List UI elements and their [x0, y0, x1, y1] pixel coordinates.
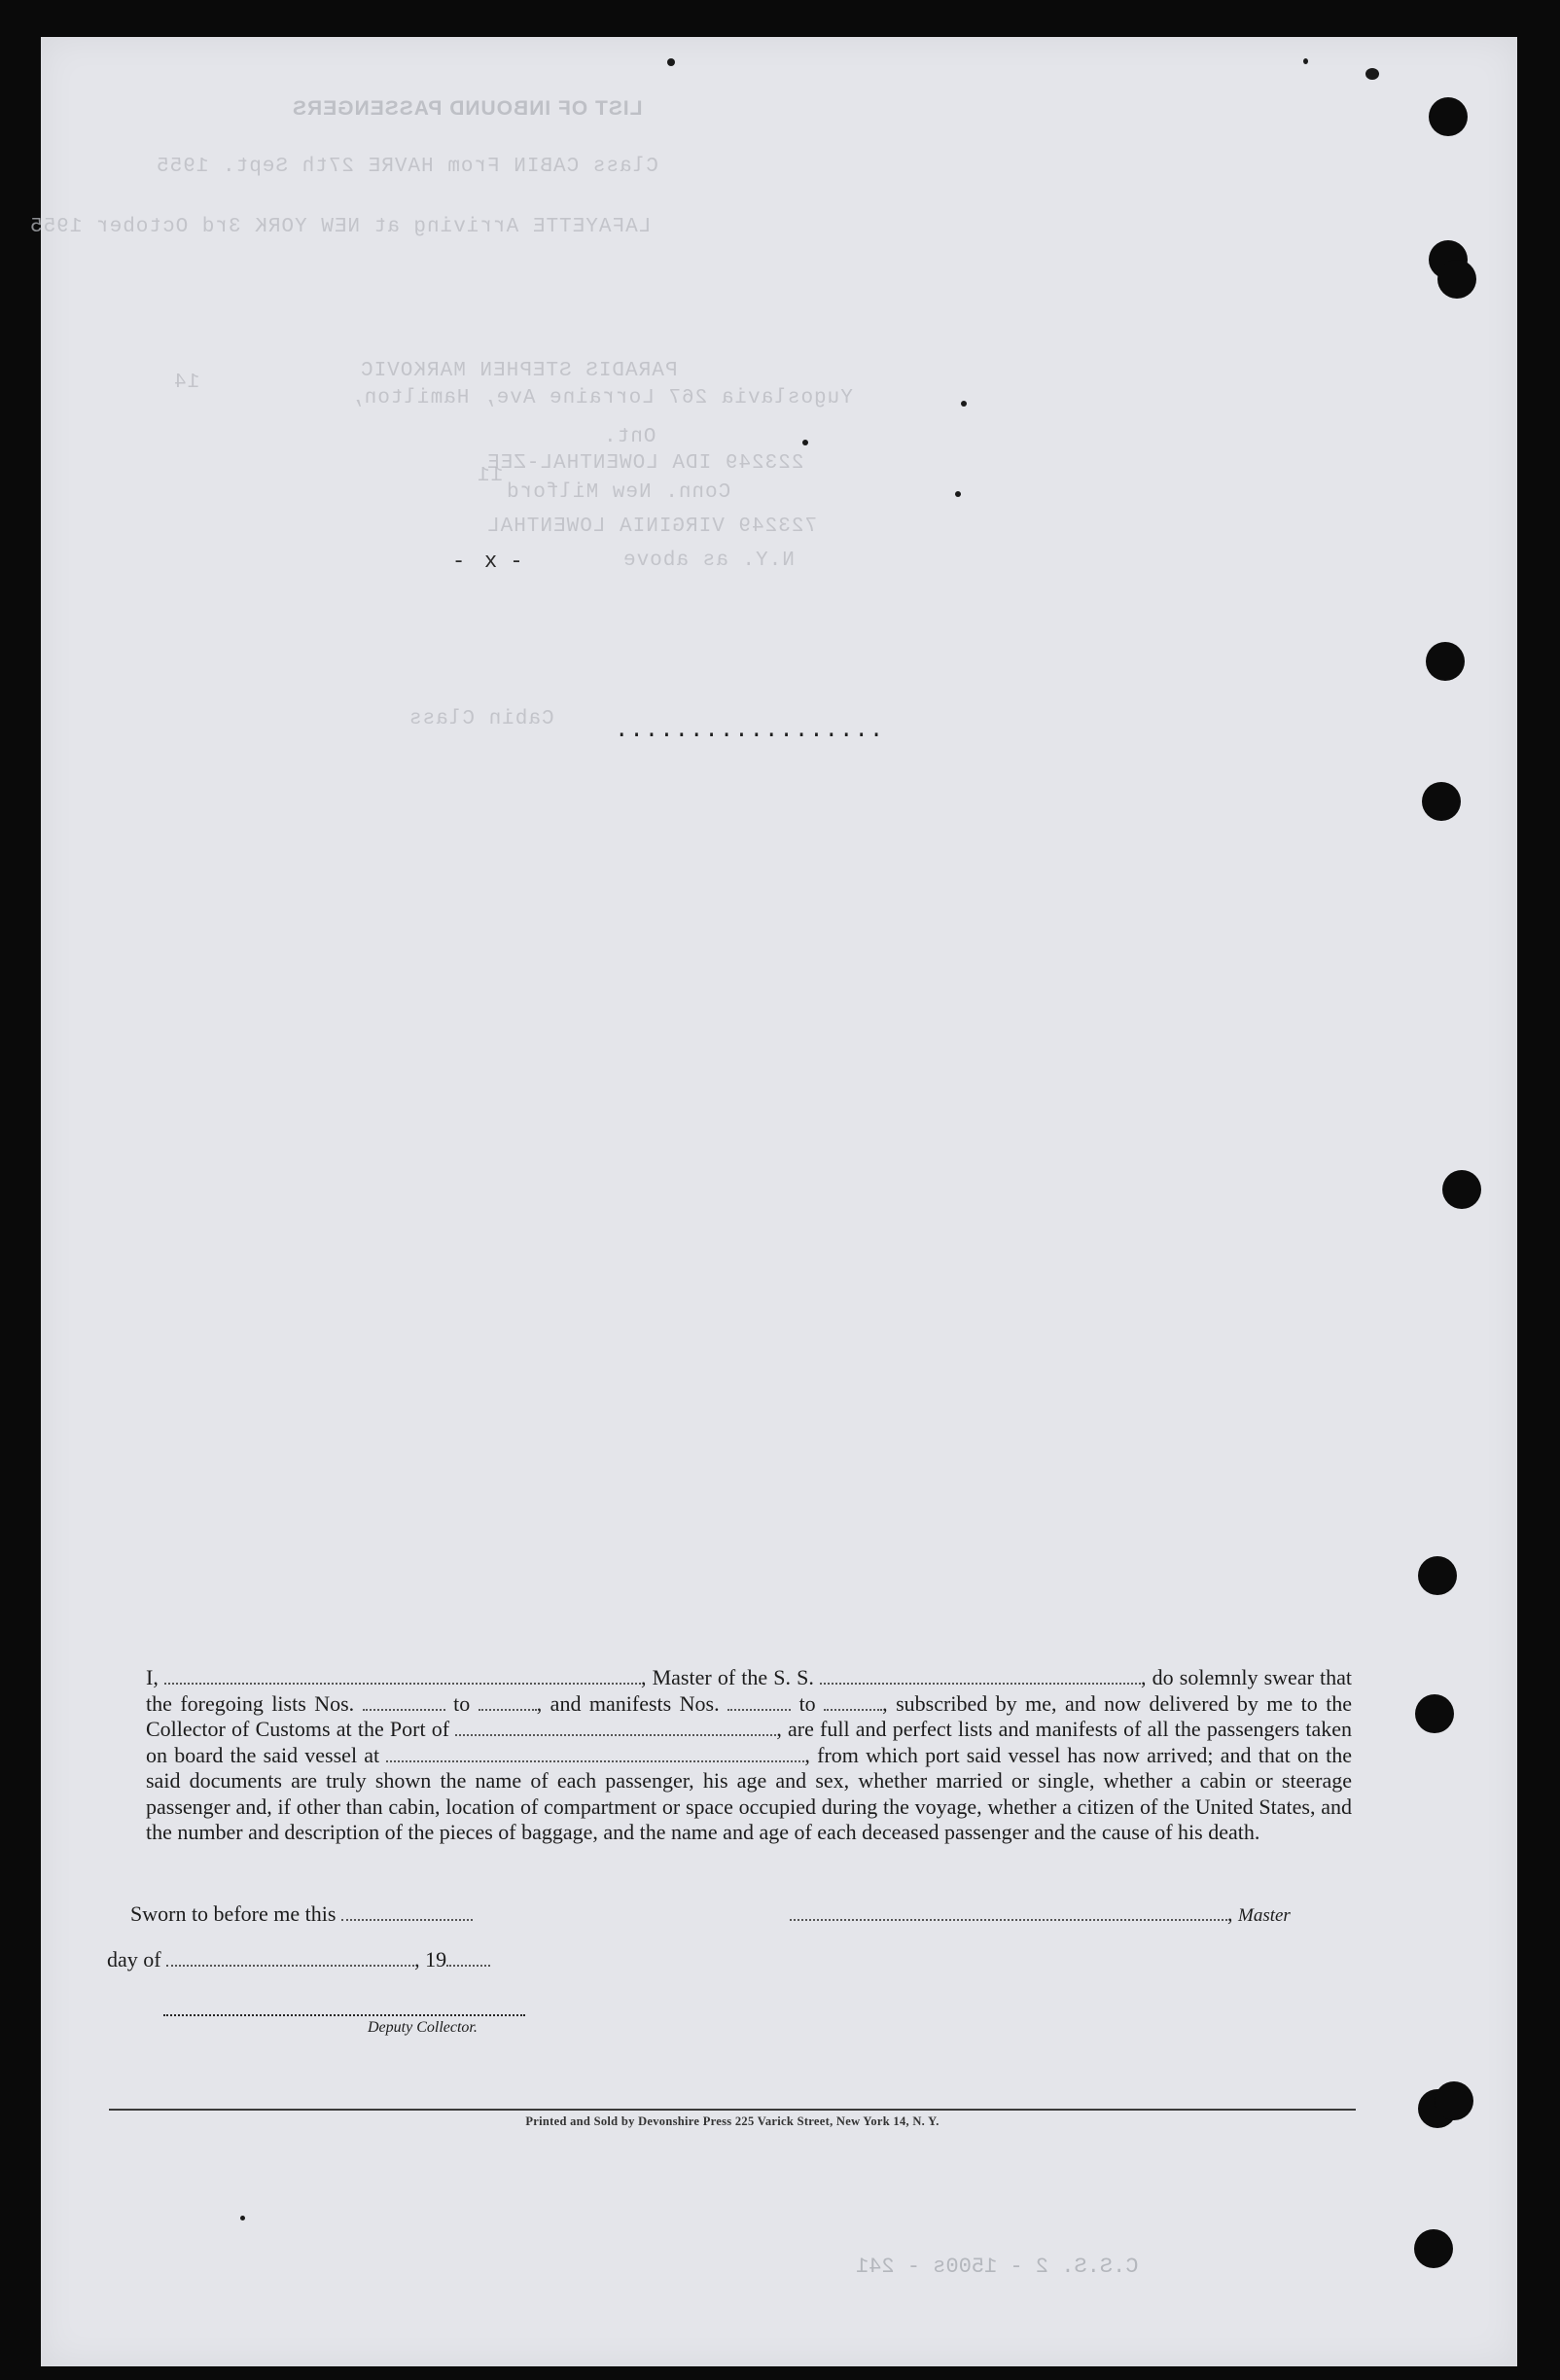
- oath-rest: port said vessel has now arrived; and that on the said documents are truly shown the name of each passenger, his age and sex, whether married or single, whether a cabin or steerage passenger and, if other than cabin, location of compartment or space occupied during the voyage, whether a citizen of the United States, and the number and description of the pieces of baggage, and the name and age of each deceased passenger and the cause of his death.: [146, 1742, 1353, 1844]
- bleed-through-line: 223249 IDA LOWENTHAL-ZEE: [486, 452, 804, 475]
- ink-speck: [1365, 68, 1379, 80]
- deputy-collector-label: Deputy Collector.: [368, 2019, 478, 2036]
- oath-delivered: delivered by me to the Collector of Customs at the Port of: [146, 1690, 1353, 1741]
- year-prefix: , 19: [414, 1947, 447, 1971]
- ink-speck: [802, 440, 808, 445]
- punch-hole: [1442, 1170, 1481, 1209]
- oath-from-which: , from which: [804, 1742, 918, 1767]
- manifests-from-blank[interactable]: [727, 1691, 791, 1711]
- sworn-label: Sworn to before me this: [130, 1901, 337, 1926]
- ink-speck: [955, 491, 961, 497]
- bleed-through-line: Class CABIN From HAVRE 27th Sept. 1955: [156, 156, 658, 178]
- oath-master-of: , Master of the S. S.: [640, 1665, 814, 1689]
- deputy-collector-signature-line[interactable]: [163, 2014, 525, 2016]
- month-blank[interactable]: [166, 1947, 414, 1967]
- port-blank[interactable]: [455, 1717, 776, 1736]
- bleed-through-footer: C.S.S. 2 - 1500s - 241: [856, 2255, 1139, 2279]
- typed-dash: -: [452, 550, 466, 574]
- typed-mark: x -: [484, 550, 523, 574]
- master-label: Master: [1238, 1905, 1291, 1926]
- oath-to1: to: [453, 1690, 471, 1716]
- bleed-through-line: Yugoslavia 267 Lorraine Ave, Hamilton,: [350, 387, 853, 409]
- punch-hole: [1435, 2081, 1473, 2120]
- punch-hole: [1414, 2229, 1453, 2268]
- bleed-through-number: 14: [173, 372, 200, 394]
- punch-hole: [1437, 260, 1476, 299]
- bleed-through-line: LAFAYETTE Arriving at NEW YORK 3rd October 1955: [29, 216, 652, 238]
- oath-are-full: , are full and perfect lists and: [776, 1717, 1030, 1741]
- bleed-through-line: PARADIS STEPHEN MARKOVIC: [360, 360, 678, 382]
- lists-from-blank[interactable]: [363, 1691, 445, 1711]
- master-signature-blank[interactable]: [790, 1901, 1227, 1921]
- punch-hole: [1422, 782, 1461, 821]
- ink-speck: [667, 58, 675, 66]
- printer-imprint: Printed and Sold by Devonshire Press 225 Varick Street, New York 14, N. Y.: [525, 2114, 940, 2128]
- punch-hole: [1429, 97, 1468, 136]
- bleed-through-line: 723249 VIRGINIA LOWENTHAL: [486, 515, 818, 538]
- lists-to-blank[interactable]: [479, 1691, 537, 1711]
- departure-port-blank[interactable]: [386, 1743, 804, 1762]
- ink-speck: [961, 401, 967, 407]
- manifests-to-blank[interactable]: [824, 1691, 882, 1711]
- day-of-label: day of: [107, 1947, 161, 1971]
- oath-swear: swear that the foregoing lists Nos.: [146, 1665, 1353, 1716]
- ink-speck: [240, 2216, 245, 2220]
- master-name-blank[interactable]: [164, 1665, 641, 1685]
- sworn-row: [130, 1901, 473, 1927]
- footer-rule: [109, 2109, 1356, 2111]
- bleed-through-line: Cabin Class: [408, 708, 554, 730]
- oath-and-manifests: , and manifests Nos.: [536, 1690, 720, 1716]
- punch-hole: [1415, 1694, 1454, 1733]
- bleed-through-number: 11: [477, 465, 504, 487]
- ink-speck: [1303, 58, 1308, 64]
- bleed-through-line: N.Y. as above: [622, 550, 795, 572]
- typed-dots: ..................: [615, 718, 885, 744]
- oath-i: I,: [146, 1665, 159, 1689]
- bleed-through-heading: LIST OF INBOUND PASSENGERS: [292, 97, 643, 120]
- year-blank[interactable]: [446, 1947, 490, 1967]
- day-of-row: [107, 1947, 490, 1972]
- oath-paragraph: [146, 1665, 1352, 1846]
- oath-to2: to: [798, 1690, 816, 1716]
- punch-hole: [1418, 1556, 1457, 1595]
- vessel-name-blank[interactable]: [820, 1665, 1141, 1685]
- bleed-through-line: Ont.: [603, 426, 656, 448]
- bleed-through-line: Conn. New Milford: [506, 481, 731, 504]
- punch-hole: [1426, 642, 1465, 681]
- oath-subscribed: , subscribed by me, and now: [882, 1690, 1142, 1716]
- oath-do-solemnly: , do solemnly: [1141, 1665, 1259, 1689]
- oath-manifests-of: manifests of all the passengers taken on board the said vessel at: [146, 1717, 1353, 1767]
- master-signature-row: , Master: [790, 1901, 1291, 1927]
- sworn-day-blank[interactable]: [341, 1901, 473, 1921]
